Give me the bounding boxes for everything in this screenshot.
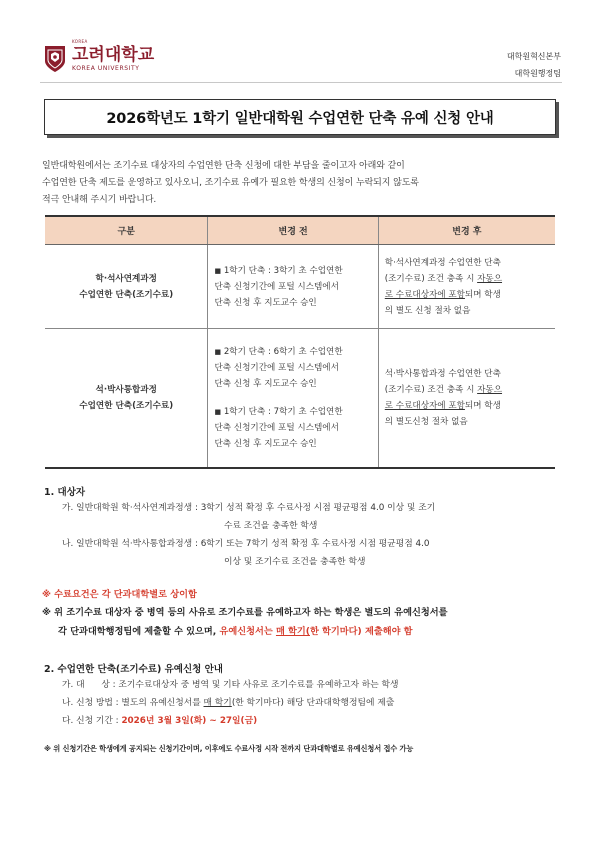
after-text: 되며 학생 (464, 289, 501, 300)
intro-paragraph (42, 158, 560, 209)
application-period: 2026년 3월 3일(화) ~ 27일(금) (121, 716, 258, 726)
item-text: (한 학기마다) 해당 단과대학행정팀에 제출 (231, 698, 395, 708)
before-line: 단축 신청기간에 포털 시스템에서 (214, 422, 339, 433)
category-line: 수업연한 단축(조기수료) (79, 289, 174, 300)
after-line: 의 별도신청 절차 없음 (384, 416, 468, 427)
after-underlined-text: 자동으 (477, 384, 503, 395)
intro-line: 수업연한 단축 제도를 운영하고 있사오니, 조기수료 유예가 필요한 학생의 신청이 누락되지 않도록 (42, 178, 419, 188)
logo-korean-name: 고려대학교 (72, 44, 155, 65)
note-red-text: 한 학기마다) 제출해야 함 (309, 626, 413, 637)
section-1-item-a: 가. 일반대학원 학·석사연계과정생 : 3학기 성적 확정 후 수료사정 시점 평균평점 4.0 이상 및 조기 (62, 503, 436, 513)
before-item (214, 344, 371, 392)
before-line: 단축 신청 후 지도교수 승인 (214, 378, 317, 389)
row-category (45, 329, 208, 468)
bullet-square-icon: ■ (214, 407, 222, 416)
bullet-square-icon: ■ (214, 266, 222, 275)
after-underlined-text: 로 수료대상자에 포함 (384, 289, 465, 300)
row-before (208, 245, 378, 329)
item-text: 나. 신청 방법 : 별도의 유예신청서를 (62, 698, 204, 708)
before-line: 2학기 단축 : 6학기 초 수업연한 (223, 346, 343, 357)
category-line: 석·박사통합과정 (95, 384, 157, 395)
before-line: 단축 신청 후 지도교수 승인 (214, 438, 317, 449)
logo-english-name: KOREA UNIVERSITY (72, 64, 140, 72)
table-header-row (45, 216, 555, 245)
category-line: 수업연한 단축(조기수료) (79, 400, 174, 411)
before-line: 단축 신청기간에 포털 시스템에서 (214, 281, 339, 292)
dept-line-1: 대학원혁신본부 (506, 52, 561, 61)
before-item (214, 404, 371, 452)
title-box (44, 99, 556, 135)
bullet-square-icon: ■ (214, 347, 222, 356)
after-line (385, 287, 549, 303)
section-2-item-c (62, 712, 257, 730)
row-after (378, 245, 555, 329)
after-line: 석·박사통합과정 수업연한 단축 (384, 368, 501, 379)
section-1-item-a-cont: 수료 조건을 충족한 학생 (224, 521, 318, 531)
comparison-table (45, 215, 555, 469)
intro-line: 적극 안내해 주시기 바랍니다. (42, 195, 157, 205)
university-emblem-icon (42, 44, 68, 74)
category-line: 학·석사연계과정 (95, 273, 157, 284)
section-2-item-b (62, 694, 394, 712)
intro-line: 일반대학원에서는 조기수료 대상자의 수업연한 단축 신청에 대한 부담을 줄이고자 아래와 같이 (42, 161, 405, 171)
after-text: 되며 학생 (464, 400, 501, 411)
before-line: 1학기 단축 : 7학기 초 수업연한 (223, 406, 343, 417)
header-before: 변경 전 (208, 216, 378, 245)
section-1-title: 1. 대상자 (44, 487, 86, 498)
after-line (385, 382, 549, 398)
requirement-note: ※ 수료요건은 각 단과대학별로 상이함 (42, 589, 197, 600)
section-1-item-b-cont: 이상 및 조기수료 조건을 충족한 학생 (224, 557, 366, 567)
after-line (385, 398, 549, 414)
row-category (45, 245, 208, 329)
header-divider (40, 82, 562, 83)
after-text: (조기수료) 조건 충족 시 (384, 273, 478, 284)
before-line: 단축 신청기간에 포털 시스템에서 (214, 362, 339, 373)
dept-line-2: 대학원행정팀 (514, 69, 561, 78)
footnote: ※ 위 신청기간은 학생에게 공지되는 신청기간이며, 이후에도 수료사정 시작 전까지 단과대학별로 유예신청서 접수 가능 (44, 744, 414, 753)
header-after: 변경 후 (378, 216, 555, 245)
after-underlined-text: 자동으 (477, 273, 503, 284)
document-title: 2026학년도 1학기 일반대학원 수업연한 단축 유예 신청 안내 (106, 110, 494, 127)
logo-small-text: KOREA (72, 38, 88, 44)
deferral-note-cont (58, 623, 413, 637)
after-line: 학·석사연계과정 수업연한 단축 (384, 257, 501, 268)
item-text: 다. 신청 기간 : (62, 716, 122, 726)
note-text: 각 단과대학행정팀에 제출할 수 있으며, (58, 626, 220, 637)
before-line: 1학기 단축 : 3학기 초 수업연한 (223, 265, 343, 276)
after-line: 의 별도 신청 절차 없음 (384, 305, 471, 316)
section-2-item-a: 가. 대 상 : 조기수료대상자 중 병역 및 기타 사유로 조기수료를 유예하고자 하는 학생 (62, 680, 399, 690)
note-red-text: 유예신청서는 (219, 626, 276, 637)
section-2-title: 2. 수업연한 단축(조기수료) 유예신청 안내 (44, 664, 223, 675)
deferral-note: ※ 위 조기수료 대상자 중 병역 등의 사유로 조기수료를 유예하고자 하는 학생은 별도의 유예신청서를 (42, 607, 448, 618)
after-line (385, 271, 549, 287)
item-underlined-text: 매 학기 (203, 698, 232, 708)
table-row (45, 329, 555, 468)
after-text: (조기수료) 조건 충족 시 (384, 384, 478, 395)
header-category: 구분 (45, 216, 208, 245)
row-before (208, 329, 378, 468)
before-item (214, 263, 371, 311)
before-line: 단축 신청 후 지도교수 승인 (214, 297, 317, 308)
after-underlined-text: 로 수료대상자에 포함 (384, 400, 465, 411)
row-after (378, 329, 555, 468)
note-red-underlined-text: 매 학기( (275, 626, 310, 637)
university-logo (42, 38, 155, 74)
table-row (45, 245, 555, 329)
section-1-item-b: 나. 일반대학원 석·박사통합과정생 : 6학기 또는 7학기 성적 확정 후 수료사정 시점 평균평점 4.0 (62, 539, 430, 549)
